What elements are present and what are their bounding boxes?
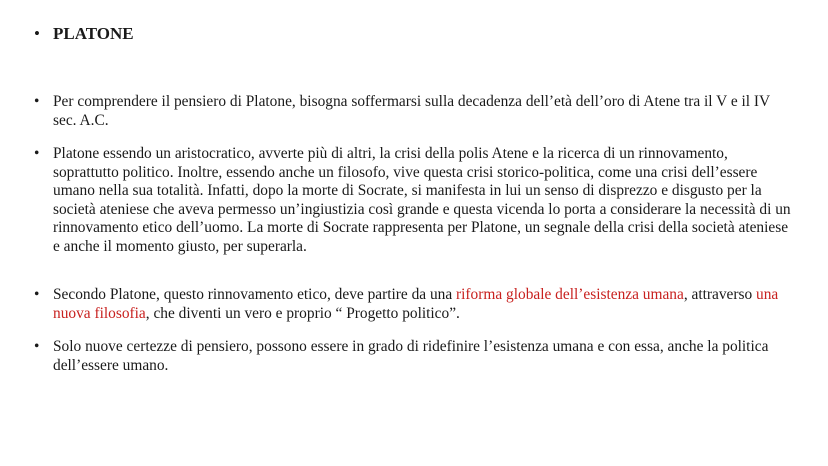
highlight-riforma: riforma globale dell’esistenza umana [456, 286, 684, 303]
bullet-point: • [34, 93, 40, 110]
paragraph-text: Solo nuove certezze di pensiero, possono essere in grado di ridefinire l’esistenza umana e con essa, anche la politica dell’essere umano. [53, 338, 769, 374]
slide-title [34, 24, 794, 44]
paragraph-text [53, 286, 794, 323]
title-text: PLATONE [53, 24, 134, 43]
text-segment: Secondo Platone, questo rinnovamento etico, deve partire da una [53, 286, 457, 303]
bullet-point: • [34, 338, 40, 355]
text-segment: , che diventi un vero e proprio “ Progetto politico”. [145, 304, 460, 322]
paragraph-certezze [34, 338, 794, 375]
bullet-point: • [34, 145, 40, 162]
highlight-filosofia: una nuova filosofia [53, 286, 779, 322]
paragraph-text: Platone essendo un aristocratico, avverte più di altri, la crisi della polis Atene e la ricerca di un rinnovamento, soprattutto politico. Inoltre, essendo anche un filosofo, vive questa crisi storico-politica, come una crisi dell’essere umano nella sua totalità. Infatti, dopo la morte di Socrate, si manifesta in lui un senso di disprezzo e disgusto per la società ateniese che aveva permesso un’ingiustizia così grande e questa vicenda lo porta a considerare la necessità di un rinnovamento etico dell’uomo. La morte di Socrate rappresenta per Platone, un segnale della crisi della società ateniese e anche il momento giusto, per superarla. [53, 145, 791, 255]
bullet-point: • [34, 24, 40, 43]
paragraph-text: Per comprendere il pensiero di Platone, bisogna soffermarsi sulla decadenza dell’età dell’oro di Atene tra il V e il IV sec. A.C. [53, 93, 770, 129]
paragraph-decadenza [34, 93, 794, 130]
paragraph-crisi-polis [34, 145, 794, 257]
paragraph-rinnovamento [34, 286, 794, 323]
bullet-point: • [34, 286, 40, 303]
text-segment: , attraverso [683, 286, 757, 303]
